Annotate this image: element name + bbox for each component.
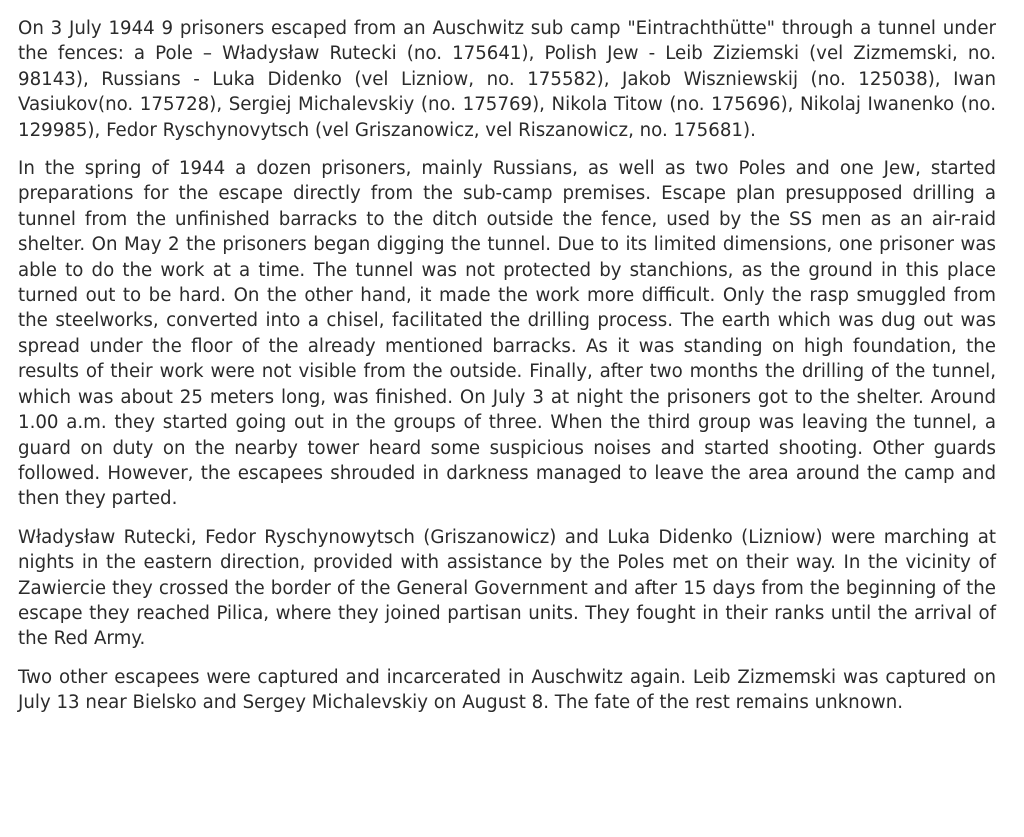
document-body — [18, 16, 996, 716]
paragraph-escape-summary: On 3 July 1944 9 prisoners escaped from an Auschwitz sub camp "Eintrachthütte" through a tunnel under the fences: a Pole – Władysław Rutecki (no. 175641), Polish Jew - Leib Ziziemski (vel Zizmemski, no. 98143), Russians - Luka Didenko (vel Lizniow, no. 175582), Jakob Wiszniewskij (no. 125038), Iwan Vasiukov(no. 175728), Sergiej Michalevskiy (no. 175769), Nikola Titow (no. 175696), Nikolaj Iwanenko (no. 129985), Fedor Ryschynovytsch (vel Griszanowicz, vel Riszanowicz, no. 175681). — [18, 18, 996, 141]
paragraph-captured-escapees: Two other escapees were captured and incarcerated in Auschwitz again. Leib Zizmemski was captured on July 13 near Bielsko and Sergey Michalevskiy on August 8. The fate of the rest remains unknown. — [18, 666, 996, 714]
paragraph-escapees-journey: Władysław Rutecki, Fedor Ryschynowytsch (Griszanowicz) and Luka Didenko (Lizniow) were marching at nights in the eastern direction, provided with assistance by the Poles met on their way. In the vicinity of Zawiercie they crossed the border of the General Government and after 15 days from the beginning of the escape they reached Pilica, where they joined partisan units. They fought in their ranks until the arrival of the Red Army. — [18, 526, 996, 650]
paragraph-tunnel-preparation: In the spring of 1944 a dozen prisoners, mainly Russians, as well as two Poles and one Jew, started preparations for the escape directly from the sub-camp premises. Escape plan presupposed drilling a tunnel from the unfinished barracks to the ditch outside the fence, used by the SS men as an air-raid shelter. On May 2 the prisoners began digging the tunnel. Due to its limited dimensions, one prisoner was able to do the work at a time. The tunnel was not protected by stanchions, as the ground in this place turned out to be hard. On the other hand, it made the work more difficult. Only the rasp smuggled from the steelworks, converted into a chisel, facilitated the drilling process. The earth which was dug out was spread under the floor of the already mentioned barracks. As it was standing on high foundation, the results of their work were not visible from the outside. Finally, after two months the drilling of the tunnel, which was about 25 meters long, was finished. On July 3 at night the prisoners got to the shelter. Around 1.00 a.m. they started going out in the groups of three. When the third group was leaving the tunnel, a guard on duty on the nearby tower heard some suspicious noises and started shooting. Other guards followed. However, the escapees shrouded in darkness managed to leave the area around the camp and then they parted. — [18, 158, 996, 510]
